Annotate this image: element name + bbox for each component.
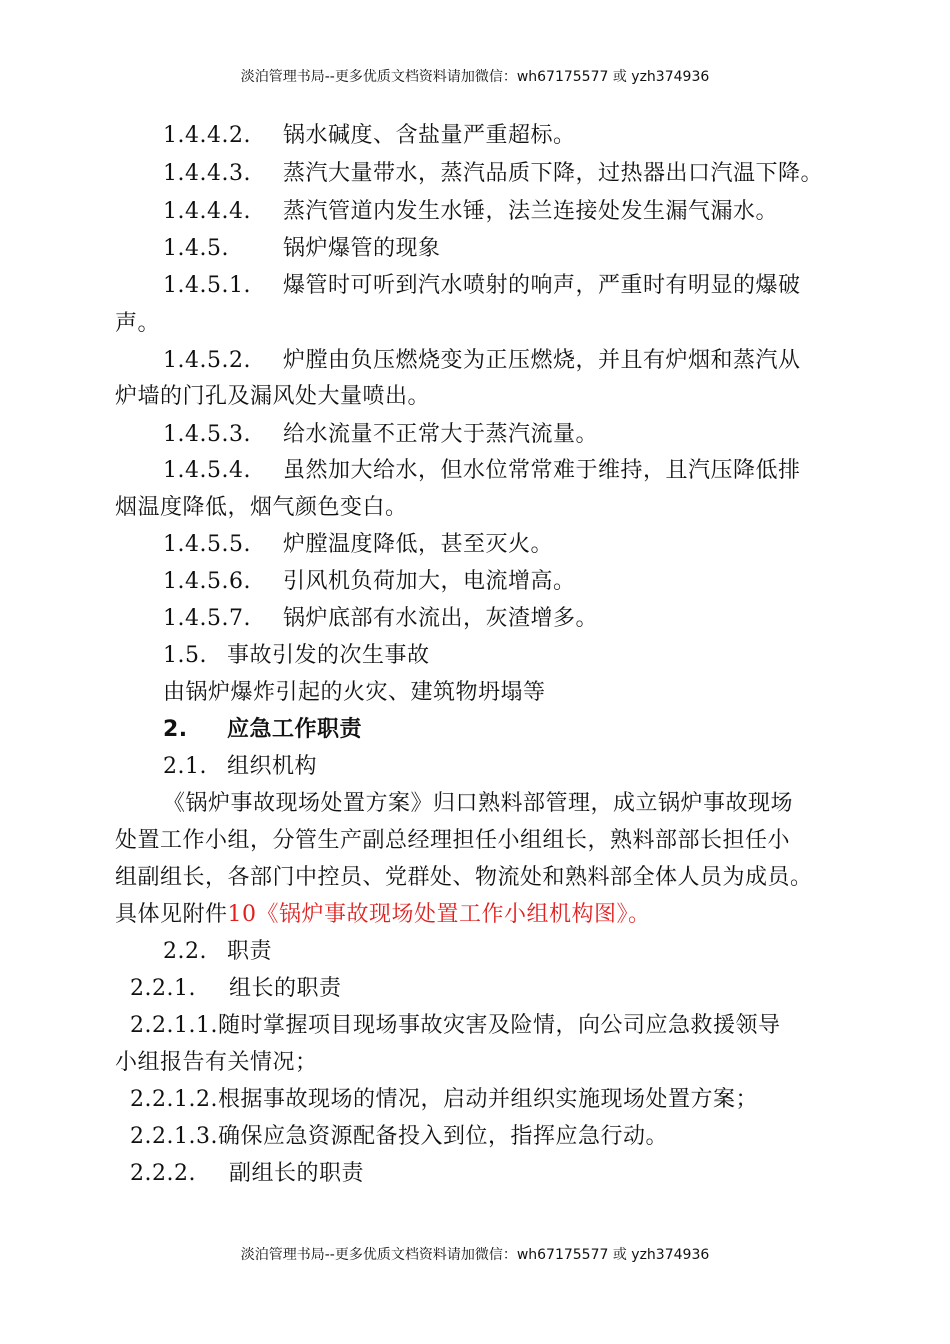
item-number: 1.4.5.4. xyxy=(163,458,251,483)
paragraph-1-4-5-3 xyxy=(163,421,598,449)
heading-1-5 xyxy=(163,642,430,670)
heading-2-2-1 xyxy=(130,975,342,1003)
paragraph-continuation: 炉墙的门孔及漏风处大量喷出。 xyxy=(115,384,431,409)
item-text: 蒸汽管道内发生水锤，法兰连接处发生漏气漏水。 xyxy=(283,199,779,224)
section-heading-2 xyxy=(163,716,362,744)
heading-2-2 xyxy=(163,938,272,966)
paragraph-continuation: 小组报告有关情况； xyxy=(115,1050,318,1075)
paragraph-organization-1: 《锅炉事故现场处置方案》归口熟料部管理，成立锅炉事故现场 xyxy=(163,791,794,816)
item-text: 组长的职责 xyxy=(229,976,342,1001)
item-text: 组织机构 xyxy=(227,754,318,779)
paragraph-secondary-accidents: 由锅炉爆炸引起的火灾、建筑物坍塌等 xyxy=(163,680,546,705)
attachment-intro: 具体见附件 xyxy=(115,902,228,927)
item-number: 1.4.5.5. xyxy=(163,532,251,557)
item-number: 1.4.5.2. xyxy=(163,348,251,373)
page-footer: 淡泊管理书局--更多优质文档资料请加微信：wh67175577 或 yzh374936 xyxy=(240,1247,710,1263)
item-number: 2.2.2. xyxy=(130,1161,196,1186)
item-text: 副组长的职责 xyxy=(229,1161,365,1186)
item-text: 蒸汽大量带水，蒸汽品质下降，过热器出口汽温下降。 xyxy=(283,161,824,186)
item-number: 1.4.4.3. xyxy=(163,161,251,186)
heading-2-2-2 xyxy=(130,1160,364,1188)
paragraph-2-2-1-3: 2.2.1.3.确保应急资源配备投入到位，指挥应急行动。 xyxy=(130,1124,668,1149)
paragraph-organization-3: 组副组长，各部门中控员、党群处、物流处和熟料部全体人员为成员。 xyxy=(115,865,813,890)
item-number: 1.4.5.3. xyxy=(163,422,251,447)
paragraph-1-4-5-4 xyxy=(163,457,801,485)
item-text: 引风机负荷加大，电流增高。 xyxy=(283,569,576,594)
item-number: 1.4.5.1. xyxy=(163,273,251,298)
paragraph-1-4-4-3 xyxy=(163,160,823,188)
paragraph-organization-2: 处置工作小组，分管生产副总经理担任小组组长，熟料部部长担任小 xyxy=(115,828,791,853)
paragraph-1-4-5-5 xyxy=(163,531,553,559)
paragraph-1-4-5-2 xyxy=(163,347,801,375)
item-text: 锅炉底部有水流出，灰渣增多。 xyxy=(283,606,599,631)
item-text: 应急工作职责 xyxy=(227,717,363,742)
paragraph-1-4-5-7 xyxy=(163,605,598,633)
item-number: 1.4.4.4. xyxy=(163,199,251,224)
item-text: 炉膛温度降低，甚至灭火。 xyxy=(283,532,554,557)
paragraph-1-4-5-6 xyxy=(163,568,576,596)
paragraph-1-4-4-4 xyxy=(163,198,778,226)
page-header: 淡泊管理书局--更多优质文档资料请加微信：wh67175577 或 yzh374936 xyxy=(240,69,710,85)
paragraph-1-4-4-2 xyxy=(163,122,576,150)
item-text: 锅水碱度、含盐量严重超标。 xyxy=(283,123,576,148)
item-text: 事故引发的次生事故 xyxy=(227,643,430,668)
heading-2-1 xyxy=(163,753,317,781)
item-number: 1.4.5. xyxy=(163,236,229,261)
paragraph-2-2-1-2: 2.2.1.2.根据事故现场的情况，启动并组织实施现场处置方案； xyxy=(130,1087,758,1112)
item-number: 1.4.5.6. xyxy=(163,569,251,594)
paragraph-continuation: 烟温度降低，烟气颜色变白。 xyxy=(115,495,408,520)
item-number: 1.4.4.2. xyxy=(163,123,251,148)
paragraph-1-4-5-1 xyxy=(163,272,801,300)
item-number: 1.4.5.7. xyxy=(163,606,251,631)
heading-1-4-5 xyxy=(163,235,441,263)
paragraph-continuation: 声。 xyxy=(115,311,161,336)
item-text: 锅炉爆管的现象 xyxy=(283,236,441,261)
item-text: 职责 xyxy=(227,939,273,964)
item-number: 2.1. xyxy=(163,754,207,779)
item-text: 爆管时可听到汽水喷射的响声，严重时有明显的爆破 xyxy=(283,273,801,298)
item-text: 虽然加大给水，但水位常常难于维持，且汽压降低排 xyxy=(283,458,801,483)
item-number: 2. xyxy=(163,717,188,742)
paragraph-organization-4 xyxy=(115,901,651,929)
item-number: 2.2.1. xyxy=(130,976,196,1001)
attachment-reference: 10《锅炉事故现场处置工作小组机构图》。 xyxy=(227,902,651,927)
item-text: 炉膛由负压燃烧变为正压燃烧，并且有炉烟和蒸汽从 xyxy=(283,348,801,373)
item-text: 给水流量不正常大于蒸汽流量。 xyxy=(283,422,599,447)
item-number: 2.2. xyxy=(163,939,207,964)
paragraph-2-2-1-1: 2.2.1.1.随时掌握项目现场事故灾害及险情，向公司应急救援领导 xyxy=(130,1013,781,1038)
item-number: 1.5. xyxy=(163,643,207,668)
